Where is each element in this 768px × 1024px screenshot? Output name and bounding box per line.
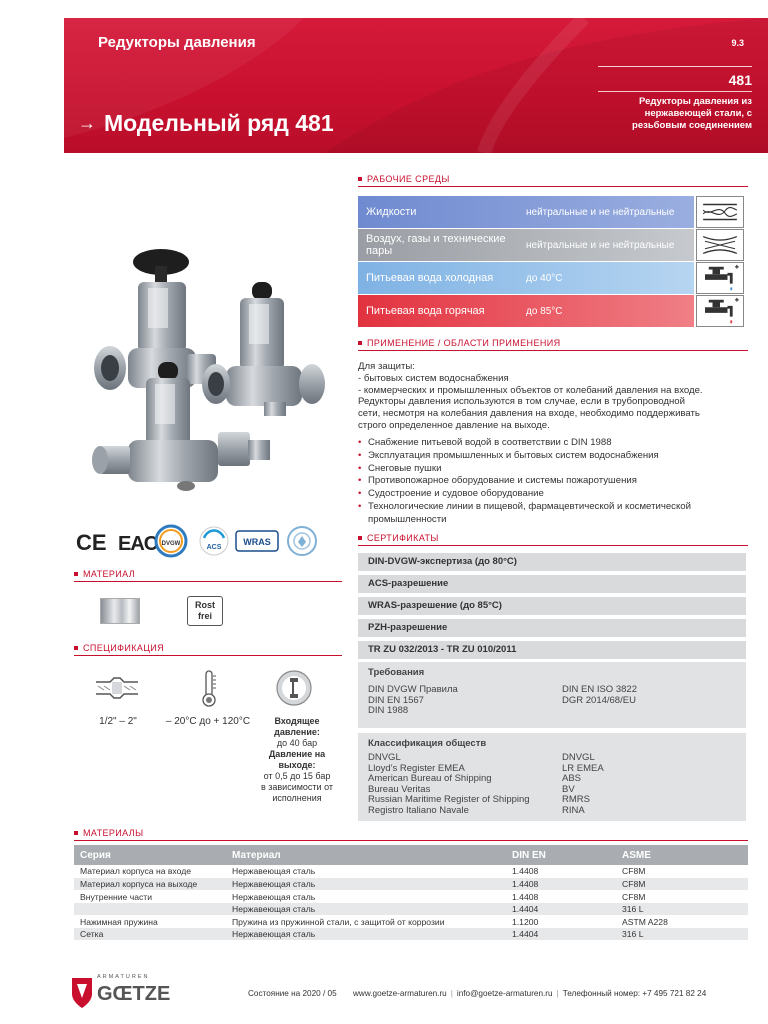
table-cell: Нержавеющая сталь	[232, 866, 316, 877]
specification-heading	[74, 643, 342, 656]
svg-text:WRAS: WRAS	[243, 537, 271, 547]
inlet-pressure-label: Входящее давление:	[274, 716, 320, 737]
classification-item: Russian Maritime Register of Shipping	[368, 794, 530, 806]
dvgw-logo-icon	[156, 526, 186, 556]
requirement-item: DGR 2014/68/EU	[562, 694, 636, 706]
column-header: Серия	[74, 845, 226, 865]
size-range: 1/2" – 2"	[99, 716, 137, 727]
media-label: Питьевая вода холодная	[366, 272, 494, 284]
materials-heading	[74, 828, 748, 841]
svg-text:DVGW: DVGW	[161, 541, 181, 547]
classification-item: Registro Italiano Navale	[368, 804, 469, 816]
table-row	[74, 928, 748, 941]
column-header: DIN EN	[506, 845, 616, 865]
table-cell: ASTM A228	[616, 915, 748, 928]
footer-contacts	[353, 989, 706, 998]
classification-item: American Bureau of Shipping	[368, 773, 492, 785]
intro-line: Редукторы давления используются в том случае, если в трубопроводной	[358, 396, 685, 408]
intro-line: сети, несмотря на колебания давления на входе, необходимо поддерживать	[358, 408, 700, 420]
table-row	[74, 903, 748, 916]
rostfrei-badge-icon	[187, 596, 223, 626]
liquid-flow-icon	[696, 196, 744, 228]
certificate-row: DIN-DVGW-экспертиза (до 80°C)	[358, 553, 746, 571]
eac-mark-icon	[118, 533, 158, 555]
certificate-row: ACS-разрешение	[358, 575, 746, 593]
table-cell: Материал корпуса на выходе	[74, 878, 226, 891]
model-title	[78, 110, 334, 137]
bullet-square-icon	[358, 177, 362, 181]
application-heading	[358, 338, 748, 351]
classification-item: BV	[562, 783, 575, 795]
column-header: Материал	[226, 845, 506, 865]
section-title: Редукторы давления	[98, 34, 256, 51]
page-header	[64, 18, 768, 153]
classification-box	[358, 733, 746, 821]
table-cell: 1.4404	[506, 903, 616, 916]
list-item: • Технологические линии в пищевой, фармацевтической и косметической промышленности	[358, 501, 748, 527]
pressure-specification	[254, 716, 340, 804]
column-header: ASME	[616, 845, 748, 865]
phone-number: Телефонный номер: +7 495 721 82 24	[562, 989, 707, 998]
table-row	[74, 878, 748, 891]
media-value: нейтральные и не нейтральные	[526, 206, 675, 218]
svg-text:ACS: ACS	[206, 544, 222, 551]
certificate-row: TR ZU 032/2013 - TR ZU 010/2011	[358, 641, 746, 659]
thread-connection-icon	[92, 672, 142, 704]
table-cell: CF8M	[616, 878, 748, 891]
classification-item: RINA	[562, 804, 585, 816]
classification-item: Bureau Veritas	[368, 783, 431, 795]
email-link[interactable]: info@goetze-armaturen.ru	[456, 989, 553, 998]
svg-text:EAC: EAC	[118, 533, 158, 555]
header-side-panel	[598, 66, 752, 132]
status-date: Состояние на 2020 / 05	[248, 989, 337, 998]
certificates-heading	[358, 533, 748, 546]
requirements-title: Требования	[368, 667, 425, 678]
requirement-item: DIN 1988	[368, 705, 409, 717]
inlet-pressure-value: до 40 бар	[276, 738, 318, 748]
certificate-row: WRAS-разрешение (до 85°C)	[358, 597, 746, 615]
outlet-pressure-label: Давление на выходе:	[268, 749, 326, 770]
footer-separator: |	[450, 989, 453, 998]
application-list	[358, 437, 748, 527]
table-cell: Нержавеющая сталь	[226, 903, 506, 916]
stainless-steel-swatch	[100, 598, 140, 624]
media-heading-text: РАБОЧИЕ СРЕДЫ	[367, 174, 450, 184]
materials-table	[74, 845, 748, 940]
media-value: до 40°C	[526, 272, 563, 284]
intro-line: - коммерческих и промышленных объектов от колебаний давления на входе.	[358, 384, 703, 396]
classification-item: DNVGL	[368, 752, 401, 763]
application-intro	[358, 361, 748, 432]
table-row	[74, 890, 748, 903]
outlet-pressure-value: от 0,5 до 15 бар	[263, 771, 331, 781]
application-heading-text: ПРИМЕНЕНИЕ / ОБЛАСТИ ПРИМЕНЕНИЯ	[367, 338, 561, 348]
media-row-liquids	[358, 196, 694, 228]
certificates-heading-text: СЕРТИФИКАТЫ	[367, 533, 439, 543]
footer-separator: |	[556, 989, 559, 998]
classification-item: RMRS	[562, 794, 590, 806]
valve-right	[202, 282, 325, 416]
list-item: • Судостроение и судовое оборудование	[358, 488, 748, 501]
list-item: • Снабжение питьевой водой в соответствии с DIN 1988	[358, 437, 748, 450]
media-row-gases	[358, 229, 694, 261]
requirements-box	[358, 662, 746, 728]
valve-left	[94, 249, 216, 390]
media-label: Жидкости	[366, 206, 417, 218]
rostfrei-line2: frei	[197, 611, 212, 621]
media-label: Питьевая вода горячая	[366, 305, 485, 317]
intro-line: - бытовых систем водоснабжения	[358, 372, 509, 384]
table-cell: 316 L	[616, 903, 748, 916]
media-value: нейтральные и не нейтральные	[526, 239, 675, 251]
classification-item: Lloyd's Register EMEA	[368, 762, 465, 774]
list-item: • Противопожарное оборудование и системы пожаротушения	[358, 475, 748, 488]
bullet-square-icon	[74, 831, 78, 835]
table-cell: Пружина из пружинной стали, с защитой от коррозии	[226, 915, 506, 928]
certificate-row: PZH-разрешение	[358, 619, 746, 637]
table-cell: 1.4404	[506, 928, 616, 941]
arrow-right-icon: →	[78, 113, 96, 133]
media-row-hot-water	[358, 295, 694, 327]
bullet-square-icon	[358, 536, 362, 540]
material-heading	[74, 569, 342, 582]
table-cell: Материал корпуса на входе	[80, 866, 192, 877]
svg-text:GŒTZE: GŒTZE	[97, 983, 171, 1005]
media-heading	[358, 174, 748, 187]
temperature-range: – 20°C до + 120°C	[165, 716, 251, 727]
gas-flow-icon	[696, 229, 744, 261]
section-number: 9.3	[731, 38, 744, 48]
website-link[interactable]: www.goetze-armaturen.ru	[353, 989, 447, 998]
goetze-logo	[70, 972, 180, 1012]
table-cell: CF8M	[622, 866, 646, 877]
specification-heading-text: СПЕЦИФИКАЦИЯ	[83, 643, 165, 653]
acs-logo-icon	[200, 527, 228, 555]
table-row	[74, 915, 748, 928]
pressure-gauge-icon	[274, 668, 314, 708]
materials-heading-text: МАТЕРИАЛЫ	[83, 828, 144, 838]
table-cell: Сетка	[74, 928, 226, 941]
pzh-logo-icon	[288, 527, 316, 555]
table-cell: Нержавеющая сталь	[226, 878, 506, 891]
requirement-item: DIN DVGW Правила	[368, 684, 458, 695]
intro-line: Для защиты:	[358, 361, 415, 372]
model-code: 481	[598, 67, 752, 92]
product-image	[66, 170, 342, 515]
table-row	[74, 865, 748, 878]
certification-logos	[68, 522, 338, 562]
table-cell: 1.4408	[506, 890, 616, 903]
thermometer-icon	[198, 668, 220, 708]
table-cell: CF8M	[616, 890, 748, 903]
classification-item: DNVGL	[562, 752, 595, 763]
ce-mark-icon	[76, 530, 107, 555]
classification-title: Классификация обществ	[368, 738, 487, 749]
table-cell: Внутренние части	[74, 890, 226, 903]
table-cell: Нажимная пружина	[74, 915, 226, 928]
list-item: • Эксплуатация промышленных и бытовых систем водоснабжения	[358, 450, 748, 463]
classification-item: LR EMEA	[562, 762, 604, 774]
classification-left	[368, 753, 530, 817]
svg-text:CE: CE	[76, 530, 107, 555]
requirement-item: DIN EN ISO 3822	[562, 684, 637, 695]
table-cell: Нержавеющая сталь	[226, 890, 506, 903]
bullet-square-icon	[358, 341, 362, 345]
wras-logo-icon	[236, 531, 278, 551]
cold-tap-icon	[696, 262, 744, 294]
intro-line: строго определенное давление на выходе.	[358, 419, 550, 431]
material-heading-text: МАТЕРИАЛ	[83, 569, 136, 579]
table-cell: 1.4408	[506, 878, 616, 891]
table-cell: 316 L	[616, 928, 748, 941]
media-label: Воздух, газы и технические пары	[366, 233, 506, 257]
table-cell	[74, 903, 226, 916]
table-header-row	[74, 845, 748, 865]
outlet-pressure-note: в зависимости от исполнения	[260, 782, 334, 803]
table-cell: Нержавеющая сталь	[226, 928, 506, 941]
bullet-square-icon	[74, 572, 78, 576]
table-cell: 1.1200	[506, 915, 616, 928]
model-title-text: Модельный ряд 481	[104, 110, 334, 136]
classification-item: ABS	[562, 773, 582, 785]
model-description: Редукторы давления из нержавеющей стали, с резьбовым соединением	[632, 96, 752, 131]
classification-right	[562, 753, 604, 817]
svg-text:ARMATUREN: ARMATUREN	[97, 974, 150, 980]
bullet-square-icon	[74, 646, 78, 650]
rostfrei-line1: Rost	[195, 600, 215, 610]
table-cell: 1.4408	[512, 866, 539, 877]
hot-tap-icon	[696, 295, 744, 327]
requirement-item: DIN EN 1567	[368, 694, 424, 706]
requirements-right	[562, 685, 637, 706]
media-row-cold-water	[358, 262, 694, 294]
requirements-left	[368, 685, 458, 717]
list-item: • Снеговые пушки	[358, 463, 748, 476]
media-value: до 85°C	[526, 305, 563, 317]
